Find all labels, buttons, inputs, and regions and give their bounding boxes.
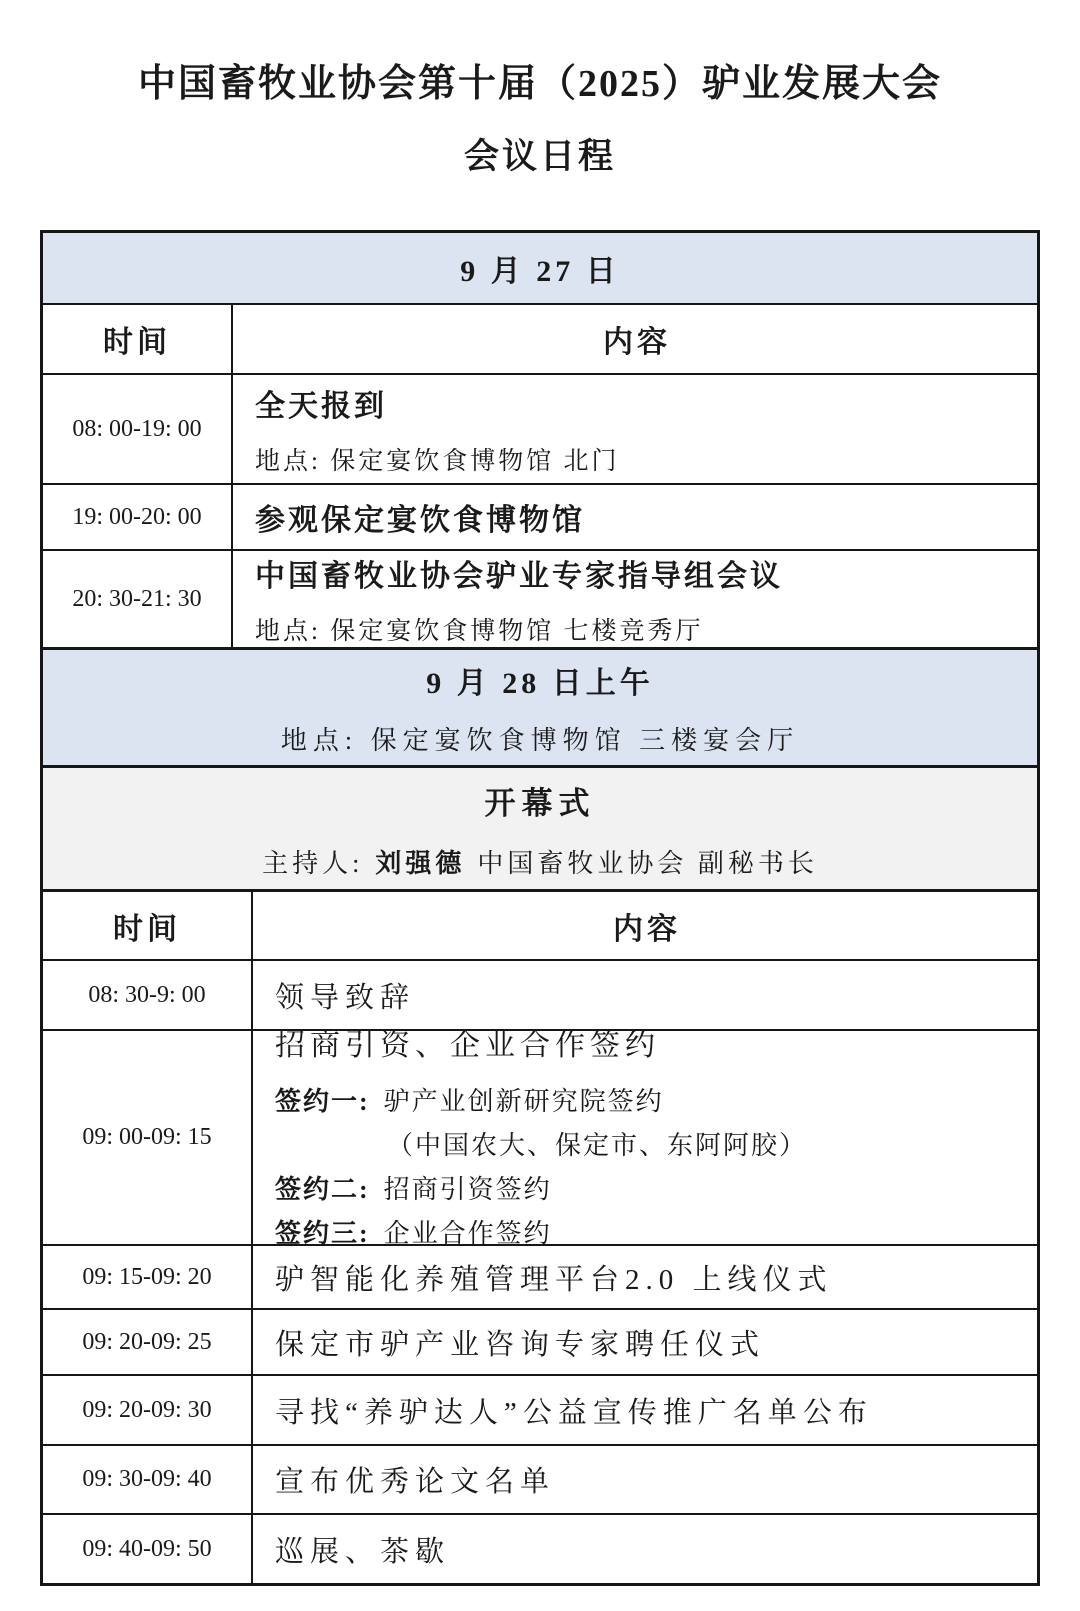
signing-item-2-text: 招商引资签约 [383, 1174, 552, 1204]
event-title: 宣布优秀论文名单 [275, 1466, 556, 1498]
schedule-row-expert-appointment [43, 1308, 1037, 1374]
schedule-row-paper-announcement [43, 1444, 1037, 1513]
time-cell: 20: 30-21: 30 [43, 551, 233, 647]
document-page [0, 52, 1080, 1611]
signing-item-1-text: 驴产业创新研究院签约 [383, 1086, 664, 1116]
day1-column-header-row [43, 303, 1037, 373]
day2-column-header-row [43, 889, 1037, 959]
day2-date-label: 9 月 28 日上午 [426, 667, 654, 700]
time-cell: 09: 40-09: 50 [43, 1515, 253, 1583]
event-title: 保定市驴产业咨询专家聘任仪式 [275, 1328, 766, 1361]
event-title: 招商引资、企业合作签约 [275, 1028, 660, 1062]
content-cell [253, 1028, 1037, 1248]
host-affiliation: 中国畜牧业协会 副秘书长 [477, 848, 818, 878]
document-title: 中国畜牧业协会第十届（2025）驴业发展大会 [137, 63, 942, 105]
event-title: 全天报到 [255, 390, 387, 423]
document-subtitle: 会议日程 [463, 137, 616, 176]
time-cell: 09: 20-09: 25 [43, 1310, 253, 1374]
schedule-row-leader-speech [43, 959, 1037, 1029]
content-cell [233, 551, 1037, 647]
host-label: 主持人: [262, 848, 364, 878]
content-cell [253, 1515, 1037, 1583]
time-cell: 09: 00-09: 15 [43, 1031, 253, 1244]
time-cell: 19: 00-20: 00 [43, 485, 233, 549]
content-cell [253, 1446, 1037, 1513]
schedule-row-registration [43, 373, 1037, 483]
signing-item-1 [275, 1080, 1019, 1124]
host-name: 刘强德 [375, 848, 466, 878]
day2-location: 地点: 保定宴饮食博物馆 三楼宴会厅 [280, 726, 800, 755]
event-title: 寻找“养驴达人”公益宣传推广名单公布 [275, 1396, 873, 1429]
signing-item-3-text: 企业合作签约 [383, 1218, 552, 1248]
event-title: 中国畜牧业协会驴业专家指导组会议 [255, 560, 783, 593]
event-location: 地点: 保定宴饮食博物馆 北门 [255, 448, 620, 475]
opening-ceremony-band [43, 765, 1037, 889]
event-title: 巡展、茶歇 [275, 1535, 451, 1568]
schedule-row-platform-launch [43, 1244, 1037, 1308]
signing-item-1-note: （中国农大、保定市、东阿阿胶） [387, 1130, 808, 1160]
schedule-row-signing [43, 1028, 1037, 1248]
day1-section-header [43, 233, 1037, 303]
signing-item-2 [275, 1168, 1019, 1212]
event-title: 领导致辞 [275, 981, 416, 1014]
schedule-row-publicity-list [43, 1374, 1037, 1444]
column-header-content: 内容 [603, 326, 671, 359]
time-cell: 09: 30-09: 40 [43, 1446, 253, 1513]
ceremony-host-line [262, 843, 818, 880]
schedule-table [40, 230, 1040, 1586]
content-cell [253, 1310, 1037, 1374]
content-cell [253, 1376, 1037, 1444]
column-header-content: 内容 [613, 912, 681, 946]
signing-item-1-label: 签约一: [275, 1086, 370, 1116]
schedule-row-museum-visit [43, 483, 1037, 549]
time-cell: 09: 20-09: 30 [43, 1376, 253, 1444]
content-cell [253, 1246, 1037, 1308]
schedule-row-expert-meeting [43, 549, 1037, 647]
time-cell: 08: 30-9: 00 [43, 961, 253, 1029]
column-header-time: 时间 [43, 892, 253, 959]
event-title: 驴智能化养殖管理平台2.0 上线仪式 [275, 1263, 833, 1296]
day2-section-header [43, 647, 1037, 765]
signing-item-2-label: 签约二: [275, 1174, 370, 1204]
column-header-time: 时间 [43, 305, 233, 373]
time-cell: 09: 15-09: 20 [43, 1246, 253, 1308]
time-cell: 08: 00-19: 00 [43, 375, 233, 483]
day1-date-label: 9 月 27 日 [460, 255, 620, 288]
signing-item-3-label: 签约三: [275, 1218, 370, 1248]
schedule-row-tea-break [43, 1513, 1037, 1583]
ceremony-title: 开幕式 [484, 785, 596, 821]
event-title: 参观保定宴饮食博物馆 [255, 504, 585, 537]
event-location: 地点: 保定宴饮食博物馆 七楼竞秀厅 [255, 618, 704, 645]
content-cell [233, 485, 1037, 549]
content-cell [233, 375, 1037, 483]
